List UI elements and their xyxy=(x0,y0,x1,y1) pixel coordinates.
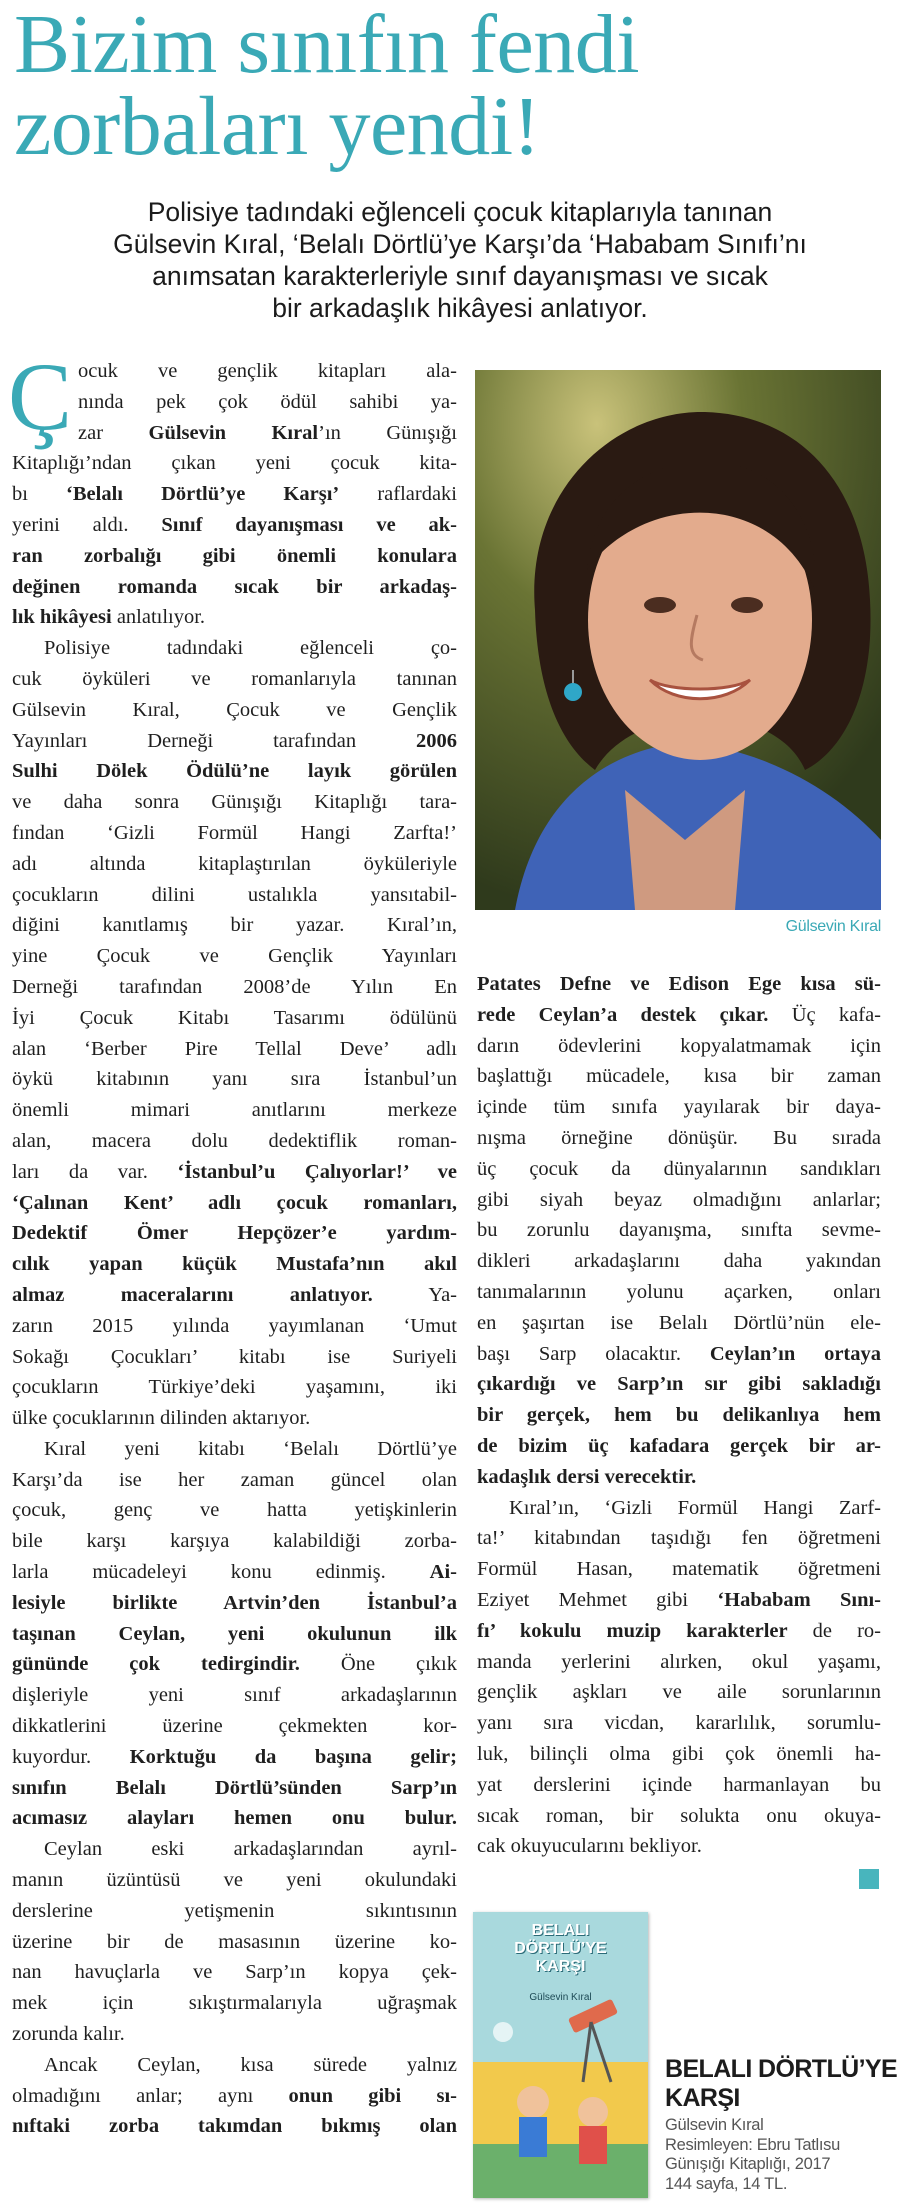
article-column-right xyxy=(477,969,881,1862)
body-text: gibi siyah beyaz olmadığını anlarlar; xyxy=(477,1188,881,1211)
article-line xyxy=(477,1708,881,1739)
photo-caption: Gülsevin Kıral xyxy=(785,918,881,935)
article-line xyxy=(12,1003,457,1034)
body-text: adı altında kitaplaştırılan öyküleriyle xyxy=(12,852,457,875)
article-line xyxy=(12,695,457,726)
article-line xyxy=(12,941,457,972)
bold-text: ran zorbalığı gibi önemli konulara xyxy=(12,544,457,567)
body-text: cuk öyküleri ve romanlarıyla tanınan xyxy=(12,667,457,690)
body-text: gençlik aşkları ve aile sorunlarının xyxy=(477,1681,881,1704)
article-line xyxy=(12,1249,457,1280)
end-mark-square xyxy=(859,1869,879,1889)
body-text: zar xyxy=(78,421,149,444)
bold-text: kadaşlık dersi verecektir. xyxy=(477,1465,697,1488)
body-text: nışma örneğine dönüşür. Bu sırada xyxy=(477,1126,881,1149)
book-meta-line: Resimleyen: Ebru Tatlısu xyxy=(665,2135,840,2154)
article-line xyxy=(477,1831,881,1862)
bold-text: Ai- xyxy=(429,1561,457,1584)
body-text: Yayınları Derneği tarafından xyxy=(12,729,416,752)
body-text: yanı sıra vicdan, kararlılık, sorumlu- xyxy=(477,1712,881,1735)
article-line xyxy=(12,910,457,941)
headline-line: Bizim sınıfın fendi xyxy=(14,0,640,91)
bold-text: Sınıf dayanışması ve ak- xyxy=(161,513,458,536)
bold-text: Korktuğu da başına gelir; xyxy=(129,1745,457,1768)
book-title xyxy=(665,2055,898,2113)
article-line xyxy=(477,1154,881,1185)
bold-text: lesiyle birlikte Artvin’den İstanbul’a xyxy=(12,1591,457,1614)
bold-text: onun gibi sı- xyxy=(288,2084,457,2107)
body-text: çocukların dilini ustalıkla yansıtabil- xyxy=(12,883,457,906)
body-text: İyi Çocuk Kitabı Tasarımı ödülünü xyxy=(12,1006,457,1029)
body-text: dikkatlerini üzerine çekmekten kor- xyxy=(12,1715,457,1738)
body-text: Ancak Ceylan, kısa sürede yalnız xyxy=(44,2053,457,2076)
article-line xyxy=(477,1801,881,1832)
body-text: dikleri arkadaşlarını daha yakından xyxy=(477,1250,881,1273)
article-line xyxy=(477,1369,881,1400)
article-line xyxy=(12,1742,457,1773)
body-text: ları da var. xyxy=(12,1160,178,1183)
article-line xyxy=(12,756,457,787)
article-line xyxy=(12,356,457,387)
body-text: çocuk, genç ve hatta yetişkinlerin xyxy=(12,1499,457,1522)
article-line xyxy=(12,2081,457,2112)
article-line xyxy=(12,1434,457,1465)
bold-text: nıftaki zorba takımdan bıkmış olan xyxy=(12,2115,457,2138)
body-text: nan havuçlarla ve Sarp’ın kopya çek- xyxy=(12,1961,457,1984)
article-line xyxy=(477,1123,881,1154)
article-line xyxy=(12,972,457,1003)
article-line xyxy=(12,1526,457,1557)
body-text: Sokağı Çocukları’ kitabı ise Suriyeli xyxy=(12,1345,457,1368)
body-text: en şaşırtan ise Belalı Dörtlü’nün ele- xyxy=(477,1311,881,1334)
article-line xyxy=(12,664,457,695)
bold-text: de bizim üç kafadara gerçek bir ar- xyxy=(477,1434,881,1457)
article-line xyxy=(12,1372,457,1403)
bold-text: değinen romanda sıcak bir arkadaş- xyxy=(12,575,457,598)
body-text: Kıral yeni kitabı ‘Belalı Dörtlü’ye xyxy=(44,1437,457,1460)
article-line xyxy=(12,387,457,418)
book-title-line: KARŞI xyxy=(665,2084,740,2112)
body-text: Kıral’ın, ‘Gizli Formül Hangi Zarf- xyxy=(509,1496,881,1519)
article-line xyxy=(477,1462,881,1493)
bold-text: 2006 xyxy=(416,729,457,752)
body-text: yerini aldı. xyxy=(12,513,162,536)
body-text: bile karşı karşıya kalabildiği zorba- xyxy=(12,1530,457,1553)
body-text: tanımalarının yolunu açarken, onları xyxy=(477,1280,881,1303)
body-text: ’ın Günışığı xyxy=(318,421,457,444)
article-line xyxy=(12,1218,457,1249)
body-text: larla mücadeleyi konu edinmiş. xyxy=(12,1561,430,1584)
body-text: Ya- xyxy=(372,1283,457,1306)
bold-text: almaz maceralarını anlatıyor. xyxy=(12,1283,373,1306)
article-line xyxy=(12,1588,457,1619)
article-line xyxy=(12,1095,457,1126)
headline xyxy=(14,0,914,173)
book-cover-image xyxy=(473,1912,648,2198)
body-text: Formül Hasan, matematik öğretmeni xyxy=(477,1558,881,1581)
cover-title-line: KARŞI xyxy=(535,1958,586,1975)
article-line xyxy=(12,1342,457,1373)
article-line xyxy=(12,1557,457,1588)
body-text: Derneği tarafından 2008’de Yılın En xyxy=(12,975,457,998)
article-line xyxy=(12,1157,457,1188)
article-line xyxy=(12,2019,457,2050)
body-text: alan, macera dolu dedektiflik roman- xyxy=(12,1129,457,1152)
article-line xyxy=(477,1215,881,1246)
article-line xyxy=(12,1495,457,1526)
deck-line: bir arkadaşlık hikâyesi anlatıyor. xyxy=(272,293,648,323)
article-line xyxy=(12,1403,457,1434)
article-column-left xyxy=(8,343,458,2142)
body-text: raflardaki xyxy=(339,483,457,506)
body-text: dişleriyle yeni sınıf arkadaşlarının xyxy=(12,1684,457,1707)
article-line xyxy=(12,1064,457,1095)
cover-author: Gülsevin Kıral xyxy=(529,1992,592,2003)
bold-text: Sulhi Dölek Ödülü’ne layık görülen xyxy=(12,760,457,783)
deck-intro xyxy=(40,196,880,324)
article-line xyxy=(12,479,457,510)
cover-title-line: DÖRTLÜ’YE xyxy=(514,1940,607,1957)
article-line xyxy=(477,1246,881,1277)
article-line xyxy=(12,1865,457,1896)
book-meta-line: 144 sayfa, 14 TL. xyxy=(665,2174,788,2193)
article-line xyxy=(477,1185,881,1216)
bold-text: sınıfın Belalı Dörtlü’sünden Sarp’ın xyxy=(12,1776,457,1799)
bold-text: taşınan Ceylan, yeni okulunun ilk xyxy=(12,1622,457,1645)
body-text: Kitaplığı’ndan çıkan yeni çocuk kita- xyxy=(12,452,457,475)
article-line xyxy=(12,602,457,633)
article-line xyxy=(12,1034,457,1065)
body-text: zarın 2015 yılında yayımlanan ‘Umut xyxy=(12,1314,457,1337)
body-text: manda yerlerini alırken, okul yaşamı, xyxy=(477,1650,881,1673)
article-line xyxy=(477,1061,881,1092)
bold-text: Gülsevin Kıral xyxy=(148,421,319,444)
body-text: bu zorunlu dayanışma, sınıfta sevme- xyxy=(477,1219,881,1242)
body-text: ülke çocuklarının dilinden aktarıyor. xyxy=(12,1407,311,1430)
body-text: içinde tüm sınıfa yayılarak bir daya- xyxy=(477,1096,881,1119)
body-text: Öne çıkık xyxy=(299,1653,457,1676)
body-text: kuyordur. xyxy=(12,1745,130,1768)
article-line xyxy=(12,1126,457,1157)
body-text: darın ödevlerini kopyalatmamak için xyxy=(477,1034,881,1057)
article-line xyxy=(477,1554,881,1585)
body-text: manın üzüntüsü ve yeni okulundaki xyxy=(12,1869,457,1892)
bold-text: ‘Belalı Dörtlü’ye Karşı’ xyxy=(66,483,340,506)
body-text: bı xyxy=(12,483,67,506)
article-line xyxy=(12,880,457,911)
deck-line: anımsatan karakterleriyle sınıf dayanışması ve sıcak xyxy=(152,261,768,291)
body-text: yine Çocuk ve Gençlik Yayınları xyxy=(12,945,457,968)
article-line xyxy=(12,2111,457,2142)
article-line xyxy=(477,1092,881,1123)
bold-text: ‘İstanbul’u Çalıyorlar!’ ve xyxy=(177,1160,457,1183)
bold-text: ‘Hababam Sını- xyxy=(717,1588,881,1611)
article-line xyxy=(12,1927,457,1958)
body-text: Karşı’da ise her zaman güncel olan xyxy=(12,1468,457,1491)
body-text: mek için sıkıştırmalarıyla uğraşmak xyxy=(12,1992,457,2015)
article-line xyxy=(12,1680,457,1711)
body-text: Üç kafa- xyxy=(768,1003,881,1026)
article-line xyxy=(12,510,457,541)
body-text: ve daha sonra Günışığı Kitaplığı tara- xyxy=(12,791,457,814)
article-line xyxy=(12,1619,457,1650)
article-line xyxy=(12,541,457,572)
article-line xyxy=(477,1616,881,1647)
article-line xyxy=(12,1188,457,1219)
article-line xyxy=(12,1649,457,1680)
body-text: öykü kitabının yanı sıra İstanbul’un xyxy=(12,1068,457,1091)
headline-line: zorbaları yendi! xyxy=(14,80,541,173)
article-line xyxy=(477,969,881,1000)
body-text: üç çocuk da dünyalarının sandıkları xyxy=(477,1157,881,1180)
body-text: zorunda kalır. xyxy=(12,2023,125,2046)
article-line xyxy=(12,1773,457,1804)
article-line xyxy=(12,787,457,818)
article-line xyxy=(477,1400,881,1431)
body-text: başı Sarp olacaktır. xyxy=(477,1342,710,1365)
article-line xyxy=(12,1957,457,1988)
body-text: üzerine bir de masasının üzerine ko- xyxy=(12,1930,457,1953)
article-line xyxy=(12,633,457,664)
bold-text: bir gerçek, hem bu delikanlıya hem xyxy=(477,1404,881,1427)
bold-text: Dedektif Ömer Hepçözer’e yardım- xyxy=(12,1222,457,1245)
body-text: luk, bilinçli olma gibi çok önemli ha- xyxy=(477,1742,881,1765)
bold-text: acımasız alayları hemen onu bulur. xyxy=(12,1807,457,1830)
bold-text: lık hikâyesi xyxy=(12,606,112,629)
article-line xyxy=(477,1000,881,1031)
article-line xyxy=(12,1834,457,1865)
bold-text: gününde çok tedirgindir. xyxy=(12,1653,300,1676)
article-line xyxy=(12,726,457,757)
bold-text: çıkardığı ve Sarp’ın sır gibi sakladığı xyxy=(477,1373,881,1396)
article-line xyxy=(12,1465,457,1496)
body-text: önemli mimari anıtlarını merkeze xyxy=(12,1099,457,1122)
body-text: de ro- xyxy=(787,1619,881,1642)
cover-title-line: BELALI xyxy=(531,1922,590,1939)
book-meta-line: Gülsevin Kıral xyxy=(665,2116,764,2134)
bold-text: cılık yapan küçük Mustafa’nın akıl xyxy=(12,1253,457,1276)
body-text: fından ‘Gizli Formül Hangi Zarfta!’ xyxy=(12,821,457,844)
article-line xyxy=(12,1896,457,1927)
article-line xyxy=(477,1739,881,1770)
bold-text: Ceylan’ın ortaya xyxy=(709,1342,881,1365)
body-text: yat derslerini içinde harmanlayan bu xyxy=(477,1773,881,1796)
body-text: sıcak roman, bir solukta onu okuya- xyxy=(477,1804,881,1827)
body-text: Eziyet Mehmet gibi xyxy=(477,1588,718,1611)
book-meta-line: Günışığı Kitaplığı, 2017 xyxy=(665,2155,831,2173)
book-info xyxy=(665,2055,898,2194)
cover-title xyxy=(473,1922,648,1976)
author-photo xyxy=(475,370,881,910)
article-line xyxy=(477,1647,881,1678)
bold-text: ‘Çalınan Kent’ adlı çocuk romanları, xyxy=(12,1191,457,1214)
article-line xyxy=(12,818,457,849)
article-line xyxy=(12,849,457,880)
article-line xyxy=(12,1988,457,2019)
body-text: ta!’ kitabından taşıdığı fen öğretmeni xyxy=(477,1527,881,1550)
article-line xyxy=(12,1803,457,1834)
article-line xyxy=(477,1523,881,1554)
body-text: cak okuyucularını bekliyor. xyxy=(477,1835,702,1858)
body-text: diğini kanıtlamış bir yazar. Kıral’ın, xyxy=(12,914,457,937)
article-line xyxy=(12,418,457,449)
article-line xyxy=(12,1280,457,1311)
body-text: Polisiye tadındaki eğlenceli ço- xyxy=(44,637,457,660)
body-text: Gülsevin Kıral, Çocuk ve Gençlik xyxy=(12,698,457,721)
bold-text: fı’ kokulu muzip karakterler xyxy=(477,1619,788,1642)
article-line xyxy=(477,1585,881,1616)
bold-text: rede Ceylan’a destek çıkar. xyxy=(477,1003,769,1026)
body-text: ocuk ve gençlik kitapları ala- xyxy=(78,360,457,382)
article-line xyxy=(477,1431,881,1462)
article-line xyxy=(12,448,457,479)
drop-cap: Ç xyxy=(8,343,73,450)
article-line xyxy=(477,1770,881,1801)
body-text: anlatılıyor. xyxy=(111,606,206,629)
article-line xyxy=(12,572,457,603)
article-line xyxy=(477,1493,881,1524)
deck-line: Gülsevin Kıral, ‘Belalı Dörtlü’ye Karşı’da ‘Hababam Sınıfı’nı xyxy=(113,229,807,259)
body-text: olmadığını anlar; aynı xyxy=(12,2084,289,2107)
book-meta xyxy=(665,2116,885,2194)
article-line xyxy=(477,1277,881,1308)
deck-line: Polisiye tadındaki eğlenceli çocuk kitaplarıyla tanınan xyxy=(147,197,773,227)
body-text: nında pek çok ödül sahibi ya- xyxy=(78,390,457,413)
article-line xyxy=(477,1308,881,1339)
bold-text: Patates Defne ve Edison Ege kısa sü- xyxy=(477,973,881,995)
body-text: Ceylan eski arkadaşlarından ayrıl- xyxy=(44,1838,457,1861)
article-line xyxy=(477,1031,881,1062)
body-text: derslerine yetişmenin sıkıntısının xyxy=(12,1899,457,1922)
body-text: çocukların Türkiye’deki yaşamını, iki xyxy=(12,1376,457,1399)
article-line xyxy=(477,1339,881,1370)
article-line xyxy=(12,1711,457,1742)
body-text: başlattığı mücadele, kısa bir zaman xyxy=(477,1065,881,1088)
body-text: alan ‘Berber Pire Tellal Deve’ adlı xyxy=(12,1037,457,1060)
article-line xyxy=(12,1311,457,1342)
book-title-line: BELALI DÖRTLÜ’YE xyxy=(665,2055,898,2083)
article-line xyxy=(477,1677,881,1708)
article-line xyxy=(12,2050,457,2081)
